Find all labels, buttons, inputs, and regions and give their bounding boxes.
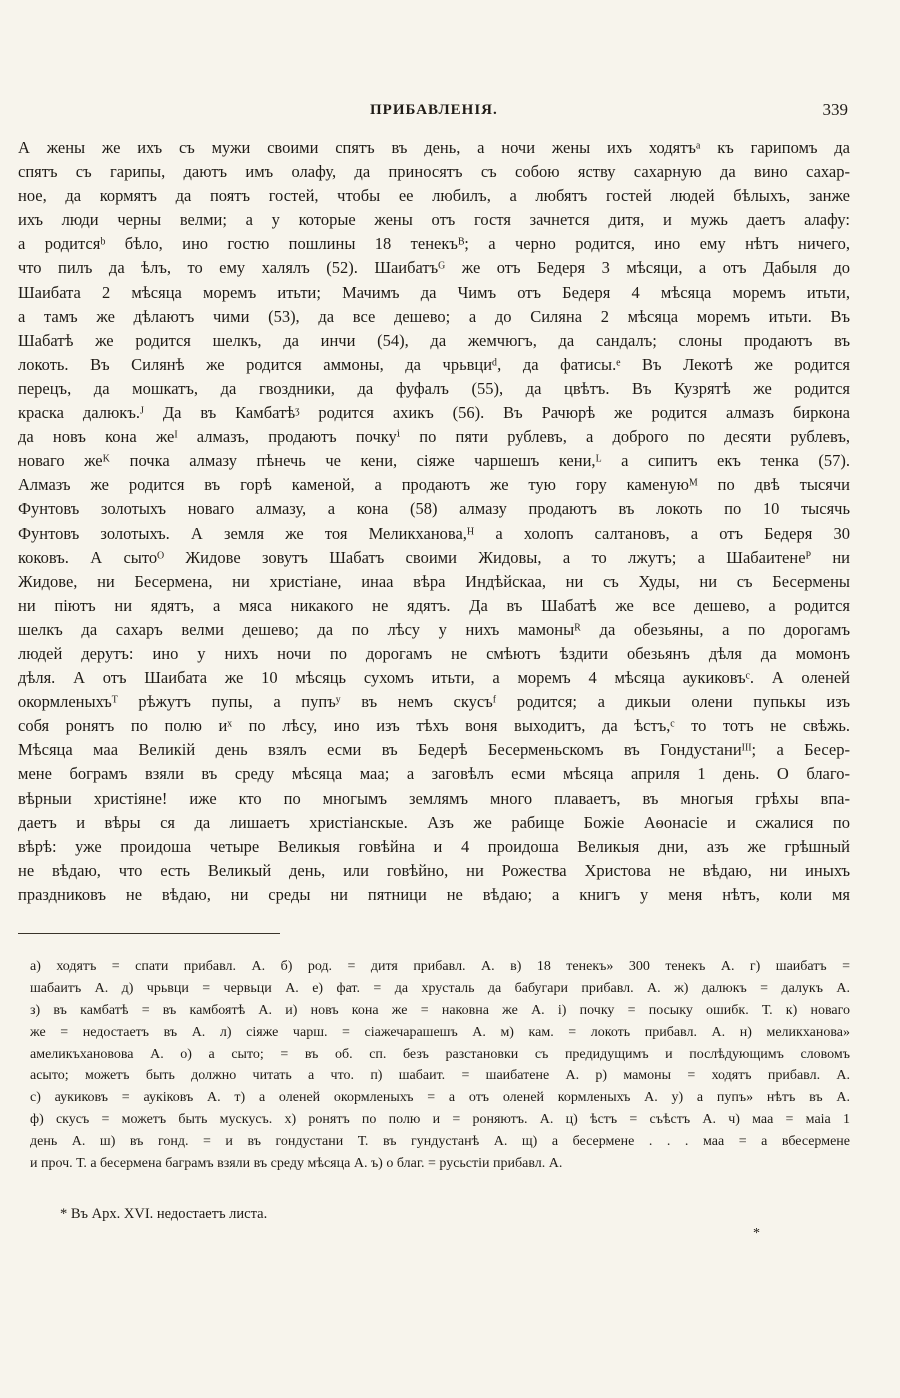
footnote-line: асыто; можетъ быть должно читать а что. п) шабаит. = шаибатене А. р) мамоны = ходятъ прибавл. А. — [30, 1068, 850, 1084]
footnote-line: а) ходятъ = спати прибавл. А. б) род. = дитя прибавл. А. в) 18 тенекъ» 300 тенекъ А. г) шаибатъ = — [30, 959, 850, 974]
text-line: праздниковъ не вѣдаю, ни среды ни пятници не вѣдаю; а книгъ у меня нѣтъ, коли мя — [18, 884, 850, 904]
text-line: локоть. Въ Силянѣ же родится аммоны, да чрьвциᵈ, да фатисы.ᵉ Въ Лекотѣ же родится — [18, 354, 850, 374]
text-line: шелкъ да сахаръ велми дешево; да по лѣсу у нихъ мамоныᴿ да обезьяны, а по дорогамъ — [18, 619, 850, 639]
page-marker: * — [753, 1226, 760, 1241]
footnote-divider — [18, 933, 280, 934]
text-line: новаго жеᴷ почка алмазу пѣнечь че кени, сіяже чаршешъ кени,ᴸ а сипитъ екъ тенка (57). — [18, 451, 850, 471]
text-line: Жидове, ни Бесермена, ни христіане, инаа вѣра Индѣйскаа, ни съ Худы, ни съ Бесермены — [18, 571, 850, 591]
text-line: Алмазъ же родится въ горѣ каменой, а продаютъ же тую гору каменуюᴹ по двѣ тысячи — [18, 475, 850, 495]
text-line: не вѣдаю, что есть Великый день, или говѣйно, ни Рожества Христова не вѣдаю, ни иныхъ — [18, 860, 850, 880]
text-line: ихъ люди черны велми; а у которые жены отъ гостя зачнется дитя, и мужь даетъ алафу: — [18, 210, 850, 230]
text-line: что пилъ да ѣлъ, то ему халялъ (52). Шаибатъᴳ же отъ Бедеря 3 мѣсяци, а отъ Дабыля до — [18, 258, 850, 278]
text-line: Мѣсяца маа Великій день взялъ есми въ Бедерѣ Бесерменьскомъ въ Гондустаниᴵᴵᴵ; а Бесер- — [18, 740, 850, 760]
text-line: Шабатѣ же родится шелкъ, да инчи (54), да жемчюгъ, да сандалъ; слоны продаютъ въ — [18, 330, 850, 350]
text-line: да новъ кона жеᴵ алмазъ, продаютъ почкуⁱ по пяти рублевъ, а доброго по десяти рублевъ, — [18, 427, 850, 447]
text-line: ни піютъ ни ядятъ, а мяса никакого не ядятъ. Да въ Шабатѣ же все дешево, а родится — [18, 595, 850, 615]
text-line: А жены же ихъ съ мужи своими спятъ въ день, а ночи жены ихъ ходятъᵃ къ гарипомъ да — [18, 138, 850, 157]
main-text — [18, 136, 850, 907]
text-line: перецъ, да мошкатъ, да гвоздники, да фуфалъ (55), да цвѣтъ. Въ Кузрятѣ же родится — [18, 378, 850, 398]
text-line: дѣля. А отъ Шаибата же 10 мѣсяць сухомъ итьти, а моремъ 4 мѣсяца аукиковъᶜ. А оленей — [18, 668, 850, 688]
text-line: коковъ. А сытоᴼ Жидове зовутъ Шабатъ своими Жидовы, а то лжутъ; а Шабаитенеᴾ ни — [18, 547, 850, 567]
footnotes — [30, 956, 850, 1175]
footnote-line: и проч. Т. а бесермена баграмъ взяли въ среду мѣсяца А. ъ) о благ. = русьстіи прибавл. А. — [30, 1156, 563, 1172]
footnote-line: з) въ камбатѣ = въ камбоятѣ А. и) новъ кона же = наковна же А. і) почку = посыку ошибк. Т. к) новаго — [30, 1002, 850, 1018]
text-line: краска далюкъ.ᴶ Да въ Камбатѣᶾ родится ахикъ (56). Въ Рачюрѣ же родится алмазъ биркона — [18, 403, 850, 423]
footnote-line: же = недостаетъ въ А. л) сіяже чарш. = сіажечарашешъ А. м) кам. = локоть прибавл. А. н) меликханова» — [30, 1024, 850, 1040]
text-line: а тамъ же дѣлаютъ чими (53), да все дешево; а до Силяна 2 мѣсяца моремъ итьти. Въ — [18, 306, 850, 326]
text-line: окормленыхъᵀ рѣжутъ пупы, а пупъʸ въ немъ скусъᶠ родится; а дикыи олени пупькы изъ — [18, 692, 850, 712]
text-line: ное, да кормятъ да поятъ гостей, чтобы ее любилъ, а любятъ гостей людей бѣлыхъ, занже — [18, 186, 850, 206]
text-line: Шаибата 2 мѣсяца моремъ итьти; Мачимъ да Чимъ отъ Бедеря 4 мѣсяца моремъ итьти, — [18, 282, 850, 302]
text-line: Фунтовъ золотыхъ. А земля же тоя Меликханова,ᴴ а холопъ салтановъ, а отъ Бедеря 30 — [18, 523, 850, 543]
text-line: спятъ съ гарипы, даютъ имъ олафу, да приносятъ съ собою яству сахарную да вино сахар- — [18, 162, 850, 182]
page-number: 339 — [822, 100, 848, 119]
footnote-line: шабаитъ А. д) чрьвци = червьци А. е) фат. = да хрусталь да бабугари прибавл. А. ж) далюкъ = далукъ А. — [30, 980, 850, 996]
running-title: ПРИБАВЛЕНIЯ. — [370, 102, 498, 118]
manuscript-note: * Въ Арх. XVI. недостаетъ листа. — [60, 1206, 268, 1222]
footnote-line: амеликъхановова А. о) а сыто; = въ об. сп. безъ разстановки съ предидущимъ и послѣдующимъ словомъ — [30, 1046, 850, 1062]
footnote-line: день А. ш) въ гонд. = и въ гондустани Т. въ гундустанѣ А. щ) а бесермене . . . маа = а вбесермене — [30, 1134, 850, 1150]
text-line: а родитсяᵇ бѣло, ино гостю пошлины 18 тенекъᴮ; а черно родится, ино ему нѣтъ ничего, — [18, 234, 850, 254]
text-line: вѣрѣ: уже проидоша четыре Великыя говѣйна и 4 проидоша Великыя дни, азъ же грѣшный — [18, 836, 850, 856]
page-header — [18, 102, 850, 126]
text-line: мене бограмъ взяли въ среду мѣсяца маа; а заговѣлъ есми мѣсяца априля 1 день. О благо- — [18, 764, 850, 784]
text-line: даетъ и вѣры ся да лишаетъ христіанскые. Азъ же рабище Божіе Аѳонасіе и сжалися по — [18, 812, 850, 832]
text-line: людей дерутъ: ино у нихъ ночи по дорогамъ не смѣютъ ѣздити обезьянъ дѣля да момонъ — [18, 643, 850, 663]
text-line: вѣрныи христіяне! иже кто по многымъ землямъ много плаваетъ, въ многыя грѣхы впа- — [18, 788, 850, 808]
footnote-line: с) аукиковъ = аукіковъ А. т) а оленей окормленыхъ = а отъ оленей кормленыхъ А. у) а пупъ» нѣтъ въ А. — [30, 1090, 850, 1106]
text-line: собя ронятъ по полю иˣ по лѣсу, ино изъ тѣхъ воня выходитъ, да ѣстъ,ᶜ то тотъ не свѣжь. — [18, 716, 850, 736]
footnote-line: ф) скусъ = можетъ быть мускусъ. х) ронятъ по полю и = роняютъ. А. ц) ѣстъ = съѣстъ А. ч) маа = маіа 1 — [30, 1112, 850, 1128]
text-line: Фунтовъ золотыхъ новаго алмазу, а кона (58) алмазу продаютъ въ локоть по 10 тысячь — [18, 499, 850, 519]
